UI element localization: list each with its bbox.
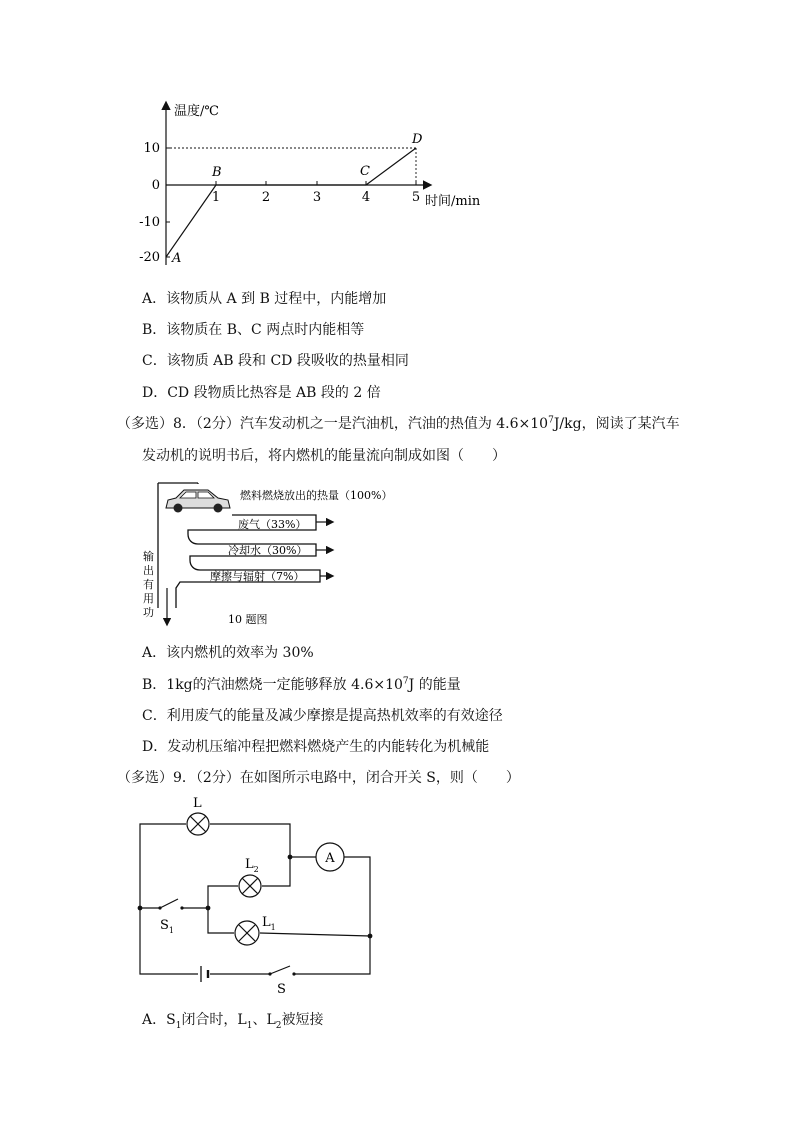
q9-stem: （多选）9．（2分）在如图所示电路中，闭合开关 S，则（ ） bbox=[117, 770, 520, 786]
output-char-5: 功 bbox=[143, 606, 154, 619]
y-tick-0: 0 bbox=[151, 178, 160, 193]
q8-stem-line1: （多选）8．（2分）汽车发动机之一是汽油机，汽油的热值为 $4.6\times 10^7J/kg$，阅读了某汽车 bbox=[117, 415, 680, 432]
q7-option-a: A．该物质从 A 到 B 过程中，内能增加 bbox=[142, 291, 387, 307]
temperature-time-graph bbox=[130, 95, 500, 275]
x-axis-label: 时间/min bbox=[425, 194, 481, 209]
q7-option-d: D．CD 段物质比热容是 AB 段的 2 倍 bbox=[142, 385, 381, 401]
switch-s-label: S bbox=[277, 982, 286, 997]
graph-line bbox=[166, 148, 416, 257]
output-char-2: 出 bbox=[143, 564, 154, 577]
q8-option-c: C．利用废气的能量及减少摩擦是提高热机效率的有效途径 bbox=[142, 708, 503, 724]
y-tick-minus-10: -10 bbox=[139, 215, 160, 230]
q7-option-b: B．该物质在 B、C 两点时内能相等 bbox=[142, 322, 365, 338]
point-b-label: B bbox=[212, 165, 222, 180]
y-axis-label: 温度/℃ bbox=[174, 104, 219, 119]
x-tick-2: 2 bbox=[261, 190, 271, 205]
point-d-label: D bbox=[412, 132, 423, 147]
q8-stem-line2: 发动机的说明书后，将内燃机的能量流向制成如图（ ） bbox=[142, 448, 506, 464]
lamp-l2-label: $L_2$ bbox=[245, 857, 259, 874]
car-icon bbox=[160, 484, 232, 518]
y-tick-minus-20: -20 bbox=[139, 250, 160, 265]
flow-total-label: 燃料燃烧放出的热量（100%） bbox=[240, 489, 393, 502]
q8-option-b: B．1kg的汽油燃烧一定能够释放 $4.6\times 10^7J$ 的能量 bbox=[142, 676, 461, 693]
y-tick-10: 10 bbox=[143, 141, 160, 156]
x-tick-4: 4 bbox=[361, 190, 371, 205]
ammeter-label: A bbox=[325, 851, 335, 866]
battery-icon bbox=[201, 966, 208, 982]
figure-caption: 10 题图 bbox=[228, 613, 268, 626]
ammeter-icon bbox=[316, 843, 344, 871]
q9-option-a: A．$S_1$闭合时，$L_1$、$L_2$被短接 bbox=[142, 1012, 324, 1031]
x-tick-3: 3 bbox=[312, 190, 322, 205]
output-char-1: 输 bbox=[143, 550, 154, 563]
x-tick-1: 1 bbox=[211, 190, 221, 205]
x-tick-5: 5 bbox=[411, 190, 421, 205]
switch-s1-label: $S_1$ bbox=[160, 918, 174, 935]
flow-exhaust-label: 废气（33%） bbox=[238, 518, 307, 531]
output-char-3: 有 bbox=[143, 578, 154, 591]
lamp-l-icon bbox=[187, 813, 209, 835]
lamp-l-label: L bbox=[193, 796, 202, 811]
lamp-l1-label: $L_1$ bbox=[262, 915, 276, 932]
q8-option-a: A．该内燃机的效率为 30% bbox=[142, 645, 314, 661]
point-a-label: A bbox=[172, 251, 182, 266]
q8-option-d: D．发动机压缩冲程把燃料燃烧产生的内能转化为机械能 bbox=[142, 739, 490, 755]
lamp-l1-icon bbox=[235, 921, 259, 945]
lamp-l2-icon bbox=[239, 875, 261, 897]
flow-friction-label: 摩擦与辐射（7%） bbox=[210, 570, 305, 583]
output-char-4: 用 bbox=[143, 592, 154, 605]
q7-option-c: C．该物质 AB 段和 CD 段吸收的热量相同 bbox=[142, 353, 409, 369]
point-c-label: C bbox=[360, 164, 370, 179]
circuit-diagram bbox=[130, 795, 380, 1000]
flow-coolant-label: 冷却水（30%） bbox=[228, 544, 308, 557]
energy-flow-diagram bbox=[140, 478, 393, 628]
